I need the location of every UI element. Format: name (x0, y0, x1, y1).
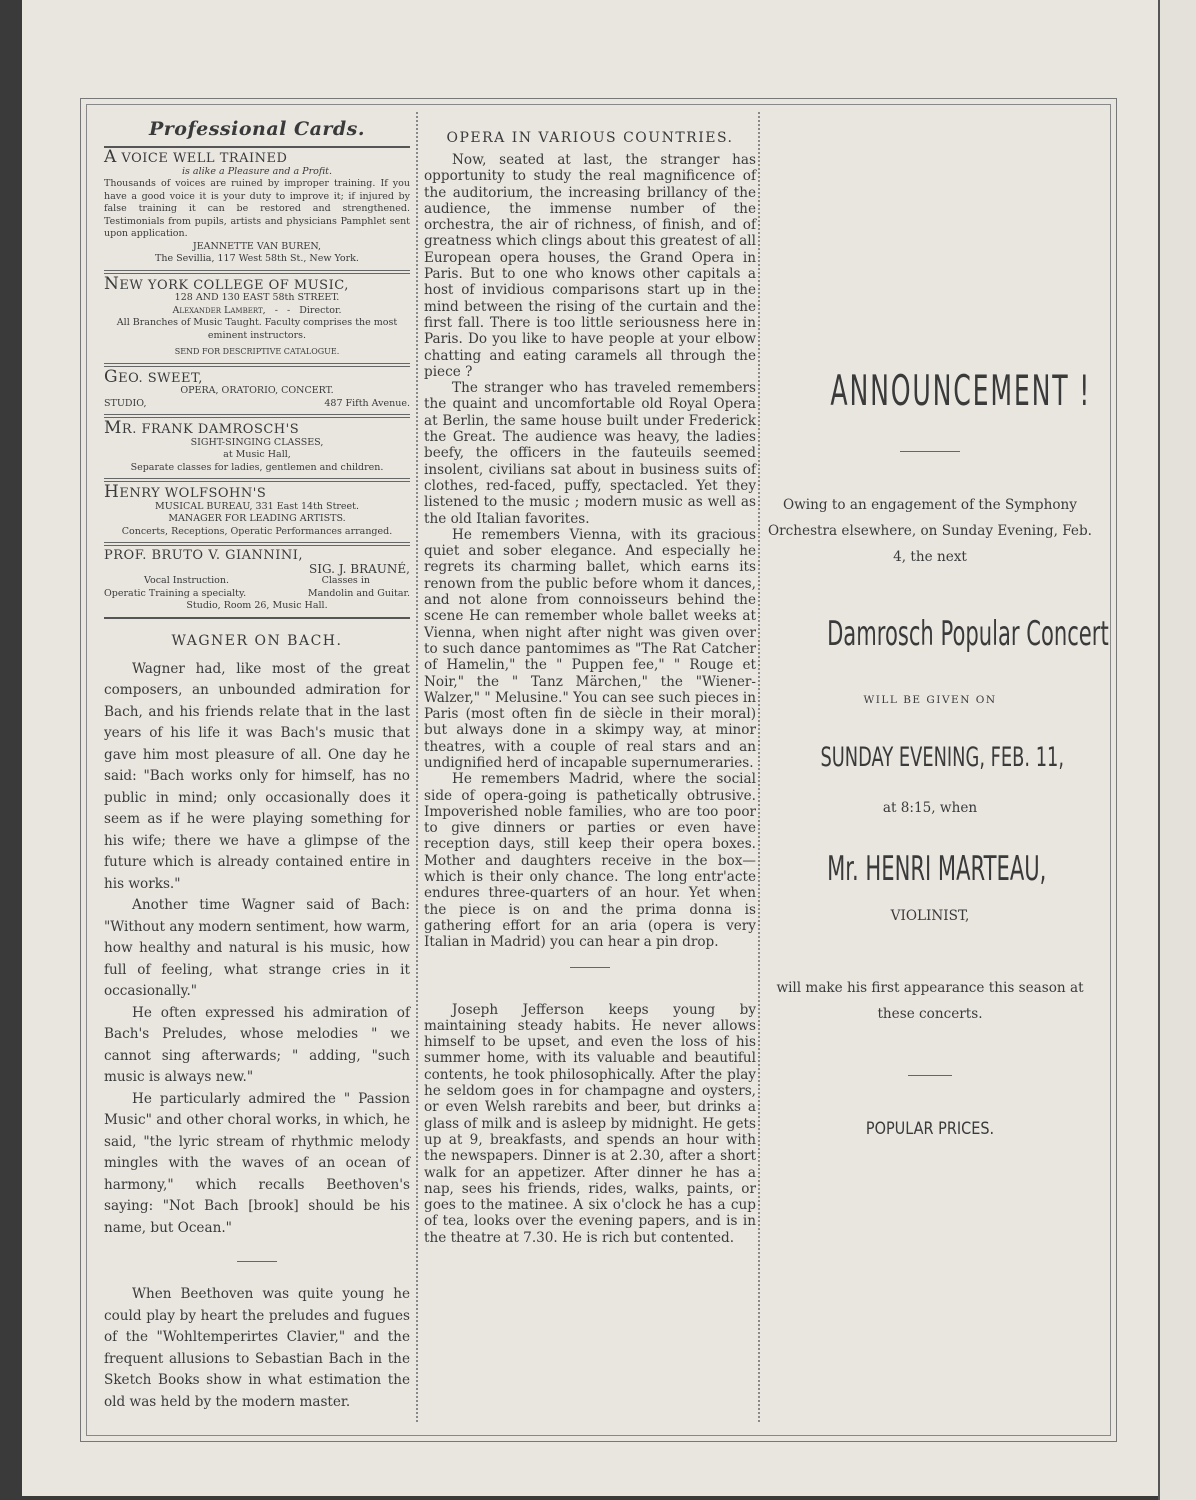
card-college: NEW YORK COLLEGE OF MUSIC, 128 AND 130 EAST 58th STREET. Alexander Lambert, - - Director. All Branches of Music Taught. Faculty comprises the most eminent instructors. SEND FOR DESCRIPTIVE CATALOGUE. (104, 273, 398, 356)
concert-date: SUNDAY EVENING, FEB. 11, (820, 742, 1065, 773)
opera-paragraph: Now, seated at last, the stranger has opportunity to study the real magnificence of the auditorium, the increasing brillancy of the audience, the immense number of the orchestra, the air of richness, of finish, and of greatness which clings about this greatest of all European opera houses, the Grand Opera in Paris. But to one who knows other capitals a host of invidious comparisons start up in the mind between the rising of the curtain and the first fall. There is too little seriousness here in Paris. Do you like to have people at your elbow chatting and eating caramels all through the piece ? (424, 152, 756, 380)
next-page-edge (1158, 0, 1196, 1500)
artist-name: Mr. HENRI MARTEAU, (827, 849, 1047, 889)
separator (908, 1075, 952, 1076)
announcement-title: ANNOUNCEMENT ! (830, 366, 1092, 415)
separator (237, 1261, 277, 1262)
card-wolfsohn: HENRY WOLFSOHN'S MUSICAL BUREAU, 331 East 14th Street. MANAGER FOR LEADING ARTISTS. Concerts, Receptions, Operatic Performances arranged. (104, 482, 393, 537)
wagner-heading: WAGNER ON BACH. (171, 632, 343, 649)
concert-name: Damrosch Popular Concert (827, 614, 1109, 654)
separator (900, 451, 960, 452)
card-voice: A VOICE WELL TRAINED is alike a Pleasure and a Profit. Thousands of voices are ruined by improper training. If you have a good voice it is your duty to improve it; if injured by false training it can be restored and strengthened. Testimonials from pupils, artists and physicians Pamphlet sent upon application. JEANNETTE VAN BUREN, The Sevillia, 117 West 58th St., New York. (104, 147, 410, 264)
cards-heading: Professional Cards. (148, 118, 365, 140)
announcement-owing: Owing to an engagement of the Symphony Orchestra elsewhere, on Sunday Evening, Feb. 4, the next (768, 497, 1092, 565)
separator (570, 967, 610, 968)
appearance-note: will make his first appearance this season at these concerts. (776, 980, 1084, 1022)
card-giannini: PROF. BRUTO V. GIANNINI, SIG. J. BRAUNÉ, Vocal Instruction. Classes in Operatic Training a specialty. Mandolin and Guitar. Studio, Room 26, Music Hall. (104, 548, 410, 611)
given-on: WILL BE GIVEN ON (863, 694, 997, 706)
card-damrosch: MR. FRANK DAMROSCH'S SIGHT-SINGING CLASSES, at Music Hall, Separate classes for ladies, gentlemen and children. (104, 418, 384, 473)
prices: POPULAR PRICES. (865, 1119, 995, 1139)
wagner-paragraph: Wagner had, like most of the great composers, an unbounded admiration for Bach, and his friends relate that in the last years of his life it was Bach's music that gave him most pleasure of all. One day he said: "Bach works only for himself, has no public in mind; only occasionally does it seem as if he were playing something for his wife; there we have a glimpse of the future which is already contained entire in his works." (104, 660, 410, 892)
column-middle (424, 118, 756, 1246)
card-sweet: GEO. SWEET, OPERA, ORATORIO, CONCERT. STUDIO, 487 Fifth Avenue. (104, 366, 410, 409)
opera-paragraph: He remembers Madrid, where the social side of opera-going is pathetically obtrusive. Impoverished noble families, who are too poor to give dinners or parties or even have reception days, still keep their opera boxes. Mother and daughters receive in the box—which is their only chance. The long entr'acte endures three-quarters of an hour. Yet when the piece is on and the prima donna is gathering effort for an aria (opera is very Italian in Madrid) you can hear a pin drop. (424, 771, 756, 951)
opera-paragraph: The stranger who has traveled remembers the quaint and uncomfortable old Royal Opera at Berlin, the same house built under Frederick the Great. The audience was heavy, the ladies beefy, the officers in the fauteuils seemed insolent, civilians sat about in business suits of clothes, red-faced, puffy, spectacled. Yet they listened to the music ; modern music as well as the old Italian favorites. (424, 380, 756, 527)
beethoven-paragraph: When Beethoven was quite young he could play by heart the preludes and fugues of the "Wohltemperirtes Clavier," and the frequent allusions to Sebastian Bach in the Sketch Books show in what estimation the old was held by the modern master. (104, 1286, 410, 1410)
opera-heading: OPERA IN VARIOUS COUNTRIES. (446, 130, 734, 146)
wagner-paragraph: He particularly admired the " Passion Music" and other choral works, in which, he said, "the lyric stream of rhythmic melody mingles with the waves of an ocean of harmony," which recalls Beethoven's saying: "Not Bach [brook] should be his name, but Ocean." (104, 1090, 410, 1236)
column-left (104, 118, 410, 1413)
column-divider (758, 112, 760, 1422)
wagner-paragraph: Another time Wagner said of Bach: "Without any modern sentiment, how warm, how healthy and natural is his music, how full of feeling, what strange cries in it occasionally." (104, 897, 410, 999)
opera-paragraph: He remembers Vienna, with its gracious quiet and sober elegance. And especially he regrets its charming ballet, which earns its renown from the public before whom it dances, and not alone from connoisseurs behind the scene He can remember whole ballet weeks at Vienna, when night after night was given over to such dance pantomimes as "The Rat Catcher of Hamelin," the " Puppen fee," " Rouge et Noir," the " Tanz Märchen," the "Wiener-Walzer," " Melusine." You can see such pieces in Paris (most often fin de siècle in their moral) but always done in a skimpy way, at minor theatres, with a couple of real stars and an undignified herd of incapable supernumeraries. (424, 526, 756, 771)
jefferson-paragraph: Joseph Jefferson keeps young by maintaining steady habits. He never allows himself to be upset, and even the loss of his summer home, with its valuable and beautiful contents, he took philosophically. After the play he seldom goes in for champagne and oysters, or even Welsh rarebits and beer, but drinks a glass of milk and is asleep by midnight. He gets up at 9, breakfasts, and spends an hour with the newspapers. Dinner is at 2.30, after a short walk for an appetizer. After dinner he has a nap, sees his friends, rides, walks, paints, or goes to the matinee. A six o'clock he has a cup of tea, looks over the evening papers, and is in the theatre at 7.30. He is rich but contented. (424, 1001, 756, 1246)
wagner-paragraph: He often expressed his admiration of Bach's Preludes, whose melodies " we cannot sing afterwards; " adding, "such music is always new." (104, 1004, 410, 1085)
column-divider (416, 112, 418, 1422)
column-right (764, 118, 1109, 1142)
artist-role: VIOLINIST, (890, 908, 970, 924)
concert-time: at 8:15, when (882, 800, 978, 816)
